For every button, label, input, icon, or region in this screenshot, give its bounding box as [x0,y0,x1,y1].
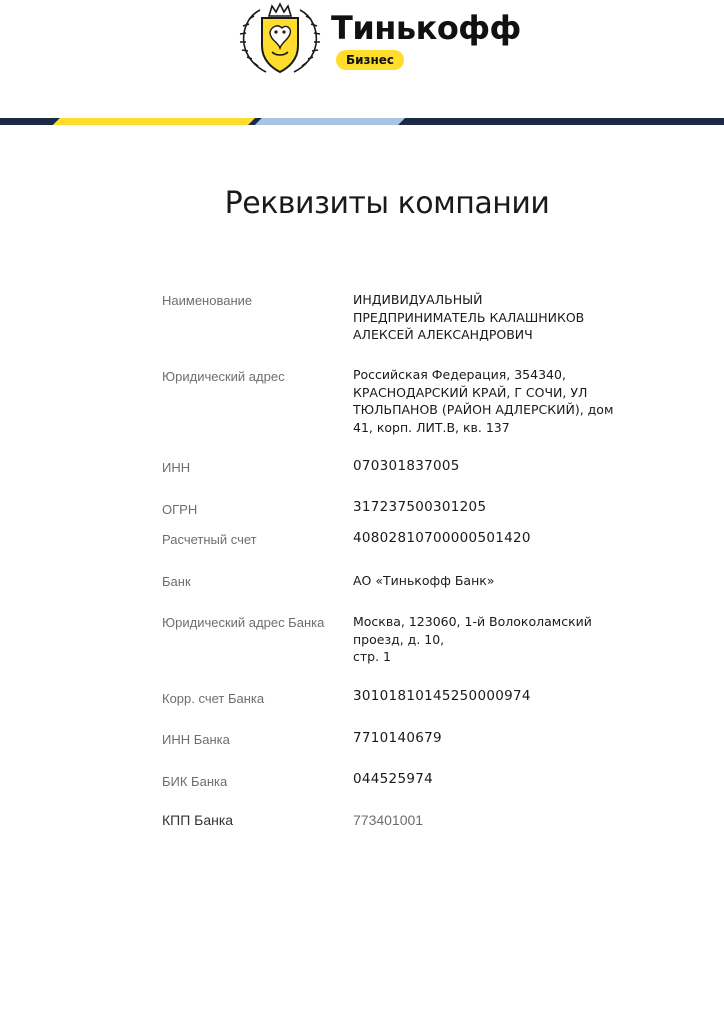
legal-address-line: 41, корп. ЛИТ.В, кв. 137 [353,419,510,435]
legal-address-label: Юридический адрес [162,369,285,384]
legal-address-line: Российская Федерация, 354340, [353,367,566,382]
legal-address-value [353,366,643,436]
corr-account-label: Корр. счет Банка [162,691,265,706]
page-title: Реквизиты компании [224,186,550,221]
kpp-value: 773401001 [353,812,424,828]
bank-value: АО «Тинькофф Банк» [353,573,495,588]
bank-address-value [353,613,643,666]
name-value-line: ПРЕДПРИНИМАТЕЛЬ КАЛАШНИКОВ [353,309,585,325]
name-value-line: ИНДИВИДУАЛЬНЫЙ [353,292,483,307]
bank-inn-value: 7710140679 [353,730,442,746]
legal-address-line: КРАСНОДАРСКИЙ КРАЙ, Г СОЧИ, УЛ [353,384,588,400]
ogrn-value: 317237500301205 [353,499,487,515]
tinkoff-logo-icon [238,2,322,78]
account-value: 40802810700000501420 [353,530,531,546]
header-stripe [0,118,724,125]
name-value-line: АЛЕКСЕЙ АЛЕКСАНДРОВИЧ [353,327,533,342]
header [0,0,724,118]
bank-address-label: Юридический адрес Банка [162,615,325,630]
bank-address-line: стр. 1 [353,649,391,664]
brand-badge: Бизнес [336,50,404,70]
bank-address-line: Москва, 123060, 1-й Волоколамский [353,614,592,629]
brand-name: Тинькофф [331,9,521,47]
bik-value: 044525974 [353,771,434,787]
ogrn-label: ОГРН [162,502,198,517]
bik-label: БИК Банка [162,774,228,789]
corr-account-value: 30101810145250000974 [353,688,531,704]
legal-address-line: ТЮЛЬПАНОВ (РАЙОН АДЛЕРСКИЙ), дом [353,402,614,417]
name-label: Наименование [162,293,253,308]
inn-label: ИНН [162,460,191,475]
name-value [353,291,643,344]
bank-inn-label: ИНН Банка [162,732,230,747]
kpp-label: КПП Банка [162,812,234,828]
bank-address-line: проезд, д. 10, [353,631,445,647]
account-label: Расчетный счет [162,532,257,547]
bank-label: Банк [162,574,191,589]
inn-value: 070301837005 [353,458,460,474]
